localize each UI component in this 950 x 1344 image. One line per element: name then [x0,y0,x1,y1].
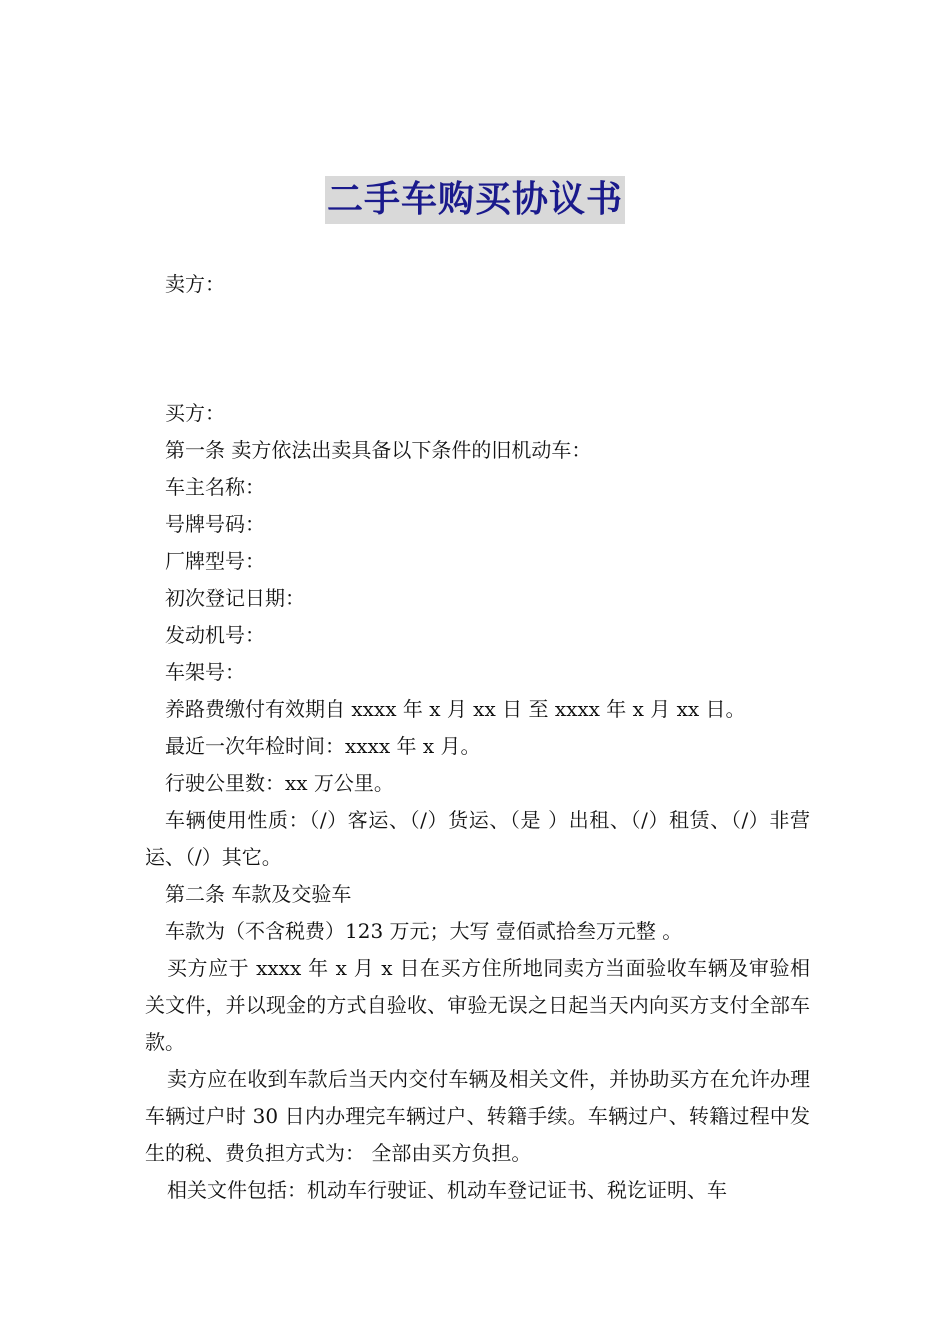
field-engine-number: 发动机号： [165,623,265,647]
field-owner-name: 车主名称： [165,475,265,499]
field-road-maintenance-fee: 养路费缴付有效期自 xxxx 年 x 月 xx 日 至 xxxx 年 x 月 xx 日。 [165,697,746,721]
field-frame-number: 车架号： [165,660,245,684]
document-body [145,266,810,1209]
documents-paragraph: 相关文件包括：机动车行驶证、机动车登记证书、税讫证明、车 [167,1178,727,1202]
price-line: 车款为（不含税费）123 万元；大写 壹佰贰拾叁万元整 。 [165,919,683,943]
inspection-paragraph: 买方应于 xxxx 年 x 月 x 日在买方住所地同卖方当面验收车辆及审验相关文件，并以现金的方式自验收、审验无误之日起当天内向买方支付全部车款。 [145,956,810,1054]
field-plate-number: 号牌号码： [165,512,265,536]
delivery-paragraph: 卖方应在收到车款后当天内交付车辆及相关文件，并协助买方在允许办理车辆过户时 30 日内办理完车辆过户、转籍手续。车辆过户、转籍过程中发生的税、费负担方式为： 全部由买方负担。 [145,1067,810,1165]
article-2-heading: 第二条 车款及交验车 [165,882,352,906]
seller-label: 卖方： [165,272,225,296]
seller-blank-space [145,303,810,395]
usage-nature-paragraph: 车辆使用性质：（/）客运、（/）货运、（是 ）出租、（/）租赁、（/）非营运、（/）其它。 [145,808,810,869]
field-brand-model: 厂牌型号： [165,549,265,573]
field-last-inspection: 最近一次年检时间：xxxx 年 x 月。 [165,734,481,758]
buyer-label: 买方： [165,401,225,425]
document-title: 二手车购买协议书 [325,176,625,224]
field-first-registration-date: 初次登记日期： [165,586,305,610]
title-container [0,176,950,224]
field-mileage: 行驶公里数：xx 万公里。 [165,771,394,795]
article-1-heading: 第一条 卖方依法出卖具备以下条件的旧机动车： [165,438,592,462]
